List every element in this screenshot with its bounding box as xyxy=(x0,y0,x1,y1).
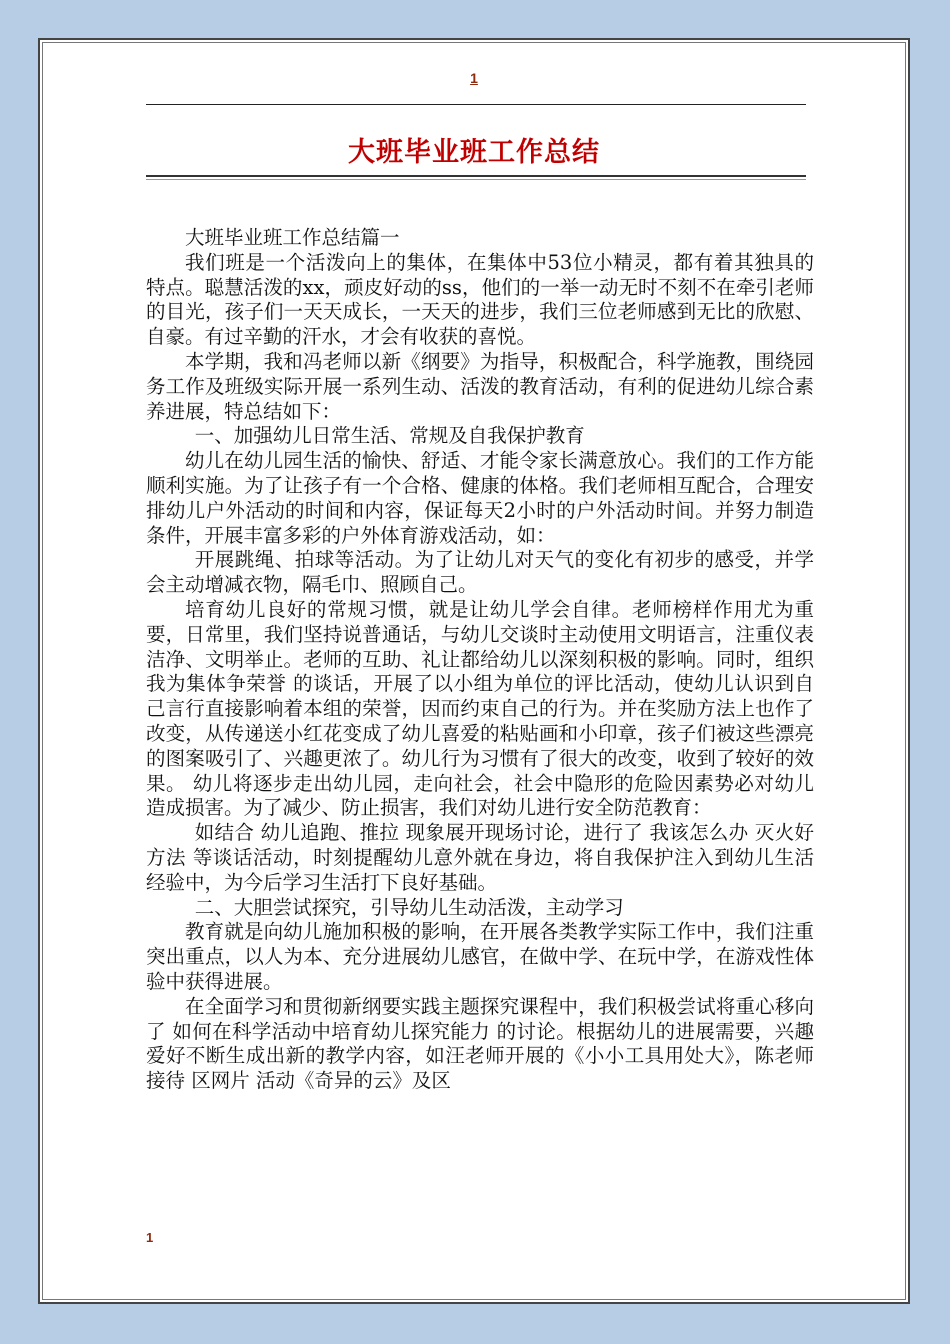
title-rule-thin xyxy=(146,179,806,180)
section-heading: 大班毕业班工作总结篇一 xyxy=(185,226,400,249)
paragraph: 在全面学习和贯彻新纲要实践主题探究课程中，我们积极尝试将重心移向了 如何在科学活动中培育幼儿探究能力 的讨论。根据幼儿的进展需要，兴趣爱好不断生成出新的教学内容，如汪老师开展的《小小工具用处大》，陈老师接待 区网片 活动《奇异的云》及区 xyxy=(146,994,814,1093)
header-rule xyxy=(146,104,806,105)
title-rule xyxy=(146,175,806,177)
paragraph: 我们班是一个活泼向上的集体，在集体中53位小精灵，都有着其独具的特点。聪慧活泼的xx，顽皮好动的ss，他们的一举一动无时不刻不在牵引老师的目光，孩子们一天天成长，一天天的进步，我们三位老师感到无比的欣慰、自豪。有过辛勤的汗水，才会有收获的喜悦。 xyxy=(146,250,814,349)
paragraph: 教育就是向幼儿施加积极的影响，在开展各类教学实际工作中，我们注重突出重点，以人为本、充分进展幼儿感官，在做中学、在玩中学，在游戏性体验中获得进展。 xyxy=(146,920,814,993)
paragraph: 幼儿在幼儿园生活的愉快、舒适、才能令家长满意放心。我们的工作方能顺利实施。为了让孩子有一个合格、健康的体格。我们老师相互配合，合理安排幼儿户外活动的时间和内容，保证每天2小时的户外活动时间。并努力制造条件，开展丰富多彩的户外体育游戏活动，如： xyxy=(146,449,814,547)
footer-page-number: 1 xyxy=(146,1230,154,1245)
document-body xyxy=(146,226,814,1094)
document-title: 大班毕业班工作总结 xyxy=(348,137,600,168)
document-page xyxy=(38,38,910,1304)
paragraph: 开展跳绳、拍球等活动。为了让幼儿对天气的变化有初步的感受，并学会主动增减衣物，隔毛巾、照顾自己。 xyxy=(146,548,814,597)
paragraph: 培育幼儿良好的常规习惯，就是让幼儿学会自律。老师榜样作用尤为重要，日常里，我们坚持说普通话，与幼儿交谈时主动使用文明语言，注重仪表洁净、文明举止。老师的互助、礼让都给幼儿以深刻积极的影响。同时，组织 我为集体争荣誉 的谈话，开展了以小组为单位的评比活动，使幼儿认识到自己言行直接影响着本组的荣誉，因而约束自己的行为。并在奖励方法上也作了改变，从传递送小红花变成了幼儿喜爱的粘贴画和小印章，孩子们被这些漂亮的图案吸引了、兴趣更浓了。幼儿行为习惯有了很大的改变，收到了较好的效果。 幼儿将逐步走出幼儿园，走向社会，社会中隐形的危险因素势必对幼儿造成损害。为了减少、防止损害，我们对幼儿进行安全防范教育： xyxy=(146,597,814,820)
paragraph: 如结合 幼儿追跑、推拉 现象展开现场讨论，进行了 我该怎么办 灭火好方法 等谈话活动，时刻提醒幼儿意外就在身边，将自我保护注入到幼儿生活经验中，为今后学习生活打下良好基础。 xyxy=(146,821,814,894)
paragraph: 本学期，我和冯老师以新《纲要》为指导，积极配合，科学施教，围绕园务工作及班级实际开展一系列生动、活泼的教育活动，有利的促进幼儿综合素养进展，特总结如下： xyxy=(146,349,814,423)
subheading: 二、大胆尝试探究，引导幼儿生动活泼，主动学习 xyxy=(194,895,624,919)
subheading: 一、加强幼儿日常生活、常规及自我保护教育 xyxy=(194,424,585,448)
header-page-number: 1 xyxy=(470,70,478,86)
